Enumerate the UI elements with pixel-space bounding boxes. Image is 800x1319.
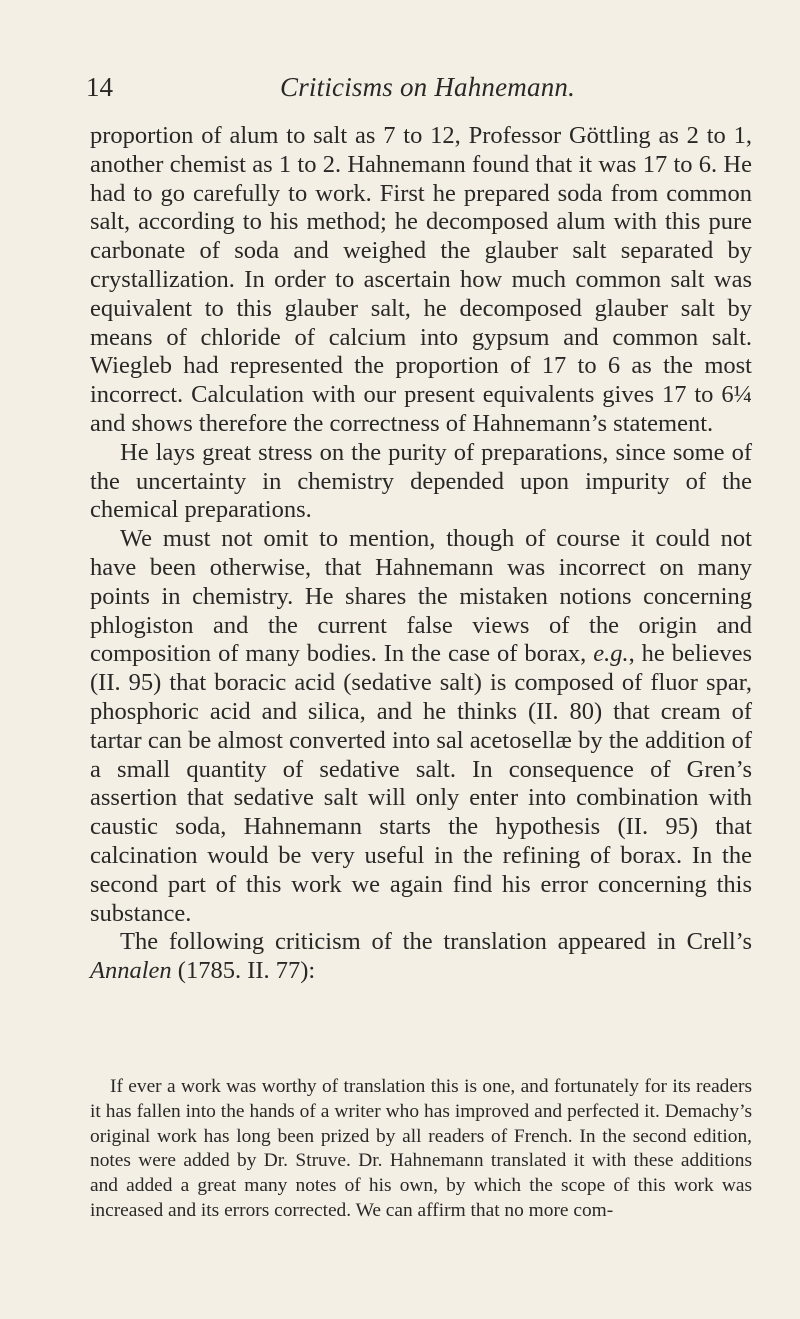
paragraph-continuation: proportion of alum to salt as 7 to 12, Professor Göttling as 2 to 1, another chemist as 1 to 2. Hahnemann found that it was 17 to 6. He had to go carefully to work. First he prepared soda from common salt, according to his method; he decomposed alum with this pure carbonate of soda and weighed the glauber salt separated by crystallization. In order to ascertain how much common salt was equivalent to this glauber salt, he decomposed glauber salt by means of chloride of calcium into gypsum and common salt. Wiegleb had represented the proportion of 17 to 6 as the most incorrect. Calculation with our present equivalents gives 17 to 6¼ and shows therefore the correctness of Hahnemann’s statement. (90, 122, 752, 437)
paragraph-purity: He lays great stress on the purity of preparations, since some of the uncertainty in chemistry depended upon impurity of the chemical preparations. (90, 438, 752, 524)
body-text (90, 122, 752, 986)
paragraph-criticism-intro (90, 928, 752, 986)
paragraph-errors-text-1: We must not omit to mention, though of course it could not have been otherwise, that Hahnemann was incorrect on many points in chemistry. He shares the mistaken notions concerning phlogiston and the current false views of the origin and composition of many bodies. In the case of borax, (90, 525, 752, 668)
paragraph-errors-text-2: , he believes (II. 95) that boracic acid (sedative salt) is composed of fluor spar, phosphoric acid and silica, and he thinks (II. 80) that cream of tartar can be almost converted into sal acetosellæ by the addition of a small quantity of sedative salt. In consequence of Gren’s assertion that sedative salt will only enter into combination with caustic soda, Hahnemann starts the hypothesis (II. 95) that calcination would be very useful in the refining of borax. In the second part of this work we again find his error concerning this substance. (90, 640, 752, 927)
paragraph-criticism-text-1: The following criticism of the translation appeared in Crell’s (120, 928, 752, 956)
running-title: Criticisms on Hahnemann. (280, 72, 576, 102)
page-number: 14 (86, 72, 113, 102)
running-head (0, 72, 800, 112)
block-quotation (90, 1075, 752, 1224)
quotation-text: If ever a work was worthy of translation this is one, and fortunately for its readers it has fallen into the hands of a writer who has improved and perfected it. Demachy’s original work has long been prized by all readers of French. In the second edition, notes were added by Dr. Struve. Dr. Hahnemann translated it with these additions and added a great many notes of his own, by which the scope of this work was increased and its errors corrected. We can affirm that no more com- (90, 1076, 752, 1221)
paragraph-errors (90, 525, 752, 928)
paragraph-criticism-text-2: (1785. II. 77): (171, 957, 316, 985)
paragraph-errors-emphasis: e.g. (593, 640, 629, 668)
paragraph-criticism-emphasis: Annalen (90, 957, 172, 985)
